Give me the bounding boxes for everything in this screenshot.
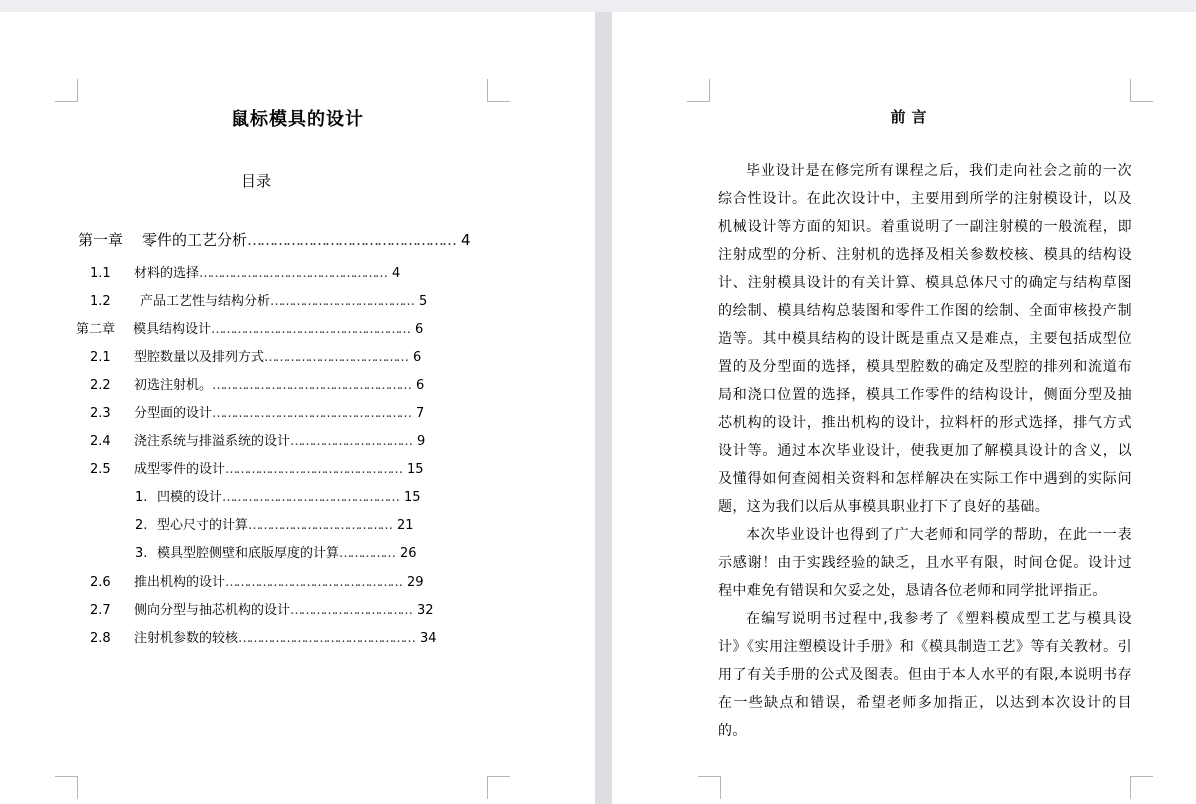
corner-mark-bottom-left	[55, 776, 78, 799]
toc-text: 分型面的设计……………………………………………… 7	[134, 404, 424, 424]
toc-leader: …………………………………	[270, 294, 414, 309]
preface-paragraph: 在编写说明书过程中,我参考了《塑料模成型工艺与模具设计》《实用注塑模设计手册》和《模具制造工艺》等有关教材。引用了有关手册的公式及图表。但由于本人水平的有限,本说明书存在一些缺点和错误，希望老师多加指正，以达到本次设计的目的。	[718, 611, 1132, 739]
document-page-left[interactable]	[0, 12, 595, 804]
preface-paragraph: 本次毕业设计也得到了广大老师和同学的帮助，在此一一表示感谢！由于实践经验的缺乏，且水平有限，时间仓促。设计过程中难免有错误和欠妥之处，恳请各位老师和同学批评指正。	[718, 527, 1132, 599]
corner-mark-bottom-right	[1130, 776, 1153, 799]
toc-number: 第一章	[78, 231, 124, 249]
toc-number: 2.1	[90, 350, 111, 365]
preface-body	[718, 157, 1132, 745]
toc-leader: ………………………………………………	[212, 406, 411, 421]
toc-page-number: 6	[415, 322, 424, 337]
toc-leader: ……………	[339, 546, 395, 561]
toc-number: 1.	[135, 490, 148, 505]
page-gutter	[595, 12, 612, 804]
toc-text: 模具结构设计……………………………………………… 6	[133, 320, 423, 340]
toc-page-number: 4	[392, 266, 401, 281]
toc-number: 2.2	[90, 378, 111, 393]
toc-page-number: 32	[417, 603, 434, 618]
toc-page-number: 26	[400, 546, 417, 561]
toc-page-number: 29	[407, 575, 424, 590]
toc-text: 侧向分型与抽芯机构的设计…………………………… 32	[134, 601, 434, 621]
toc-number: 2.7	[90, 603, 111, 618]
toc-leader: …………………………………………	[247, 231, 456, 249]
toc-text: 初选注射机。……………………………………………… 6	[134, 376, 424, 396]
document-page-right[interactable]	[612, 12, 1196, 804]
toc-leader: …………………………………………	[222, 490, 399, 505]
toc-page-number: 6	[413, 350, 422, 365]
toc-leader: ………………………………………………	[211, 322, 410, 337]
preface-paragraph: 毕业设计是在修完所有课程之后，我们走向社会之前的一次综合性设计。在此次设计中，主要用到所学的注射模设计，以及机械设计等方面的知识。着重说明了一副注射模的一般流程，即注射成型的分析、注射机的选择及相关参数校核、模具的结构设计、注射模具设计的有关计算、模具总体尺寸的确定与结构草图的绘制、模具结构总装图和零件工作图的绘制、全面审核投产制造等。其中模具结构的设计既是重点又是难点，主要包括成型位置的及分型面的选择，模具型腔数的确定及型腔的排列和流道布局和浇口位置的选择，模具工作零件的结构设计，侧面分型及抽芯机构的设计，推出机构的设计，拉料杆的形式选择，排气方式设计等。通过本次毕业设计，使我更加了解模具设计的含义，以及懂得如何查阅相关资料和怎样解决在实际工作中遇到的实际问题，这为我们以后从事模具职业打下了良好的基础。	[718, 163, 1132, 515]
toc-number: 2.	[135, 518, 148, 533]
toc-number: 2.3	[90, 406, 111, 421]
window-top-strip	[0, 0, 1196, 12]
toc-leader: …………………………………………	[225, 575, 402, 590]
toc-page-number: 21	[397, 518, 414, 533]
toc-page-number: 5	[419, 294, 428, 309]
toc-leader: ……………………………	[290, 434, 412, 449]
toc-number: 3.	[135, 546, 148, 561]
toc-page-number: 15	[407, 462, 424, 477]
toc-number: 2.4	[90, 434, 111, 449]
toc-text: 产品工艺性与结构分析………………………………… 5	[140, 292, 427, 312]
corner-mark-top-right	[487, 79, 510, 102]
toc-number: 1.1	[90, 266, 111, 281]
document-title: 鼠标模具的设计	[231, 109, 364, 130]
toc-leader: ……………………………	[290, 603, 412, 618]
toc-text: 模具型腔侧壁和底版厚度的计算…………… 26	[157, 544, 417, 564]
toc-page-number: 9	[417, 434, 426, 449]
corner-mark-top-right	[1130, 79, 1153, 102]
toc-text: 凹模的设计………………………………………… 15	[157, 488, 421, 508]
toc-leader: ……………………………………………	[199, 266, 387, 281]
toc-number: 1.2	[90, 294, 111, 309]
toc-text: 材料的选择…………………………………………… 4	[134, 264, 400, 284]
toc-number: 2.5	[90, 462, 111, 477]
toc-leader: …………………………………	[248, 518, 392, 533]
toc-page-number: 15	[404, 490, 421, 505]
preface-title: 前言	[890, 108, 933, 126]
corner-mark-top-left	[55, 79, 78, 102]
corner-mark-bottom-left	[698, 776, 721, 799]
toc-number: 2.8	[90, 631, 111, 646]
toc-page-number: 4	[461, 231, 471, 249]
toc-text: 零件的工艺分析………………………………………… 4	[142, 231, 471, 249]
toc-text: 型腔数量以及排列方式………………………………… 6	[134, 348, 421, 368]
toc-number: 第二章	[76, 322, 116, 337]
toc-leader: ………………………………………………	[212, 378, 411, 393]
toc-text: 型心尺寸的计算………………………………… 21	[157, 516, 414, 536]
toc-page-number: 7	[416, 406, 425, 421]
toc-page-number: 34	[420, 631, 437, 646]
toc-leader: …………………………………………	[225, 462, 402, 477]
toc-text: 成型零件的设计………………………………………… 15	[134, 460, 424, 480]
corner-mark-top-left	[687, 79, 710, 102]
toc-leader: …………………………………………	[238, 631, 415, 646]
toc-number: 2.6	[90, 575, 111, 590]
toc-text: 推出机构的设计………………………………………… 29	[134, 573, 424, 593]
toc-page-number: 6	[416, 378, 425, 393]
toc-text: 浇注系统与排溢系统的设计…………………………… 9	[134, 432, 425, 452]
toc-heading: 目录	[240, 172, 271, 190]
toc-text: 注射机参数的较核………………………………………… 34	[134, 629, 437, 649]
corner-mark-bottom-right	[487, 776, 510, 799]
toc-leader: …………………………………	[264, 350, 408, 365]
